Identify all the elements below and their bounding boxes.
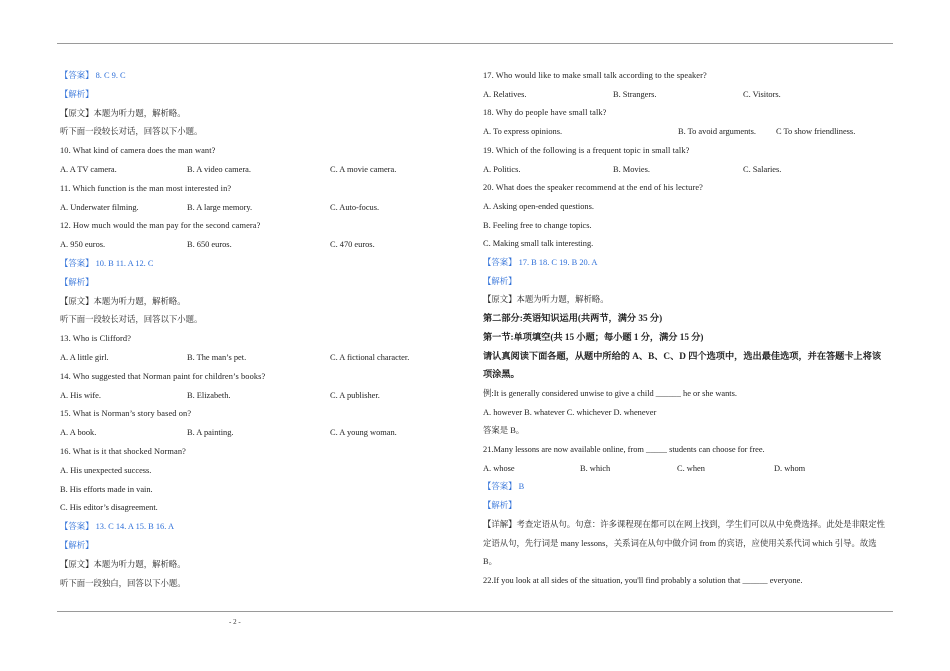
text-line: 答案是 B。 [483, 426, 525, 436]
question-line: 13. Who is Clifford? [60, 334, 132, 344]
analysis-tag: 【解析】 [60, 277, 94, 287]
option-b: B. A painting. [187, 428, 234, 438]
option-d: D. whom [774, 463, 806, 473]
text-line: C. His editor’s disagreement. [60, 503, 158, 513]
text-line: 【原文】本题为听力题，解析略。 [60, 296, 186, 306]
bottom-rule [57, 611, 893, 612]
text-line: A. His unexpected success. [60, 465, 152, 475]
question-line: 10. What kind of camera does the man want? [60, 146, 216, 156]
answer-line [60, 70, 126, 81]
page-number: - 2 - [229, 618, 241, 626]
question-line: 16. What is it that shocked Norman? [60, 447, 186, 456]
text-line: 定语从句，先行词是 many lessons，关系词在从句中做介词 from 的宾语，应使用关系代词 which 引导。故选 [483, 538, 877, 548]
option-c: C. when [677, 463, 705, 473]
text-line: C. Making small talk interesting. [483, 239, 594, 249]
analysis-tag: 【解析】 [60, 541, 94, 550]
answer-values: 17. B 18. C 19. B 20. A [516, 258, 598, 267]
question-line: 20. What does the speaker recommend at the end of his lecture? [483, 183, 703, 193]
answer-tag: 【答案】 [483, 482, 517, 492]
answer-tag: 【答案】 [483, 258, 517, 267]
question-line: 18. Why do people have small talk? [483, 108, 607, 118]
option-a: A. Underwater filming. [60, 202, 139, 212]
option-c: C To show friendliness. [776, 127, 856, 137]
option-a: A. A little girl. [60, 353, 109, 362]
analysis-tag: 【解析】 [483, 501, 517, 511]
question-line: 14. Who suggested that Norman paint for children’s books? [60, 371, 266, 381]
option-c: C. A young woman. [330, 428, 397, 438]
option-c: C. Auto-focus. [330, 202, 380, 212]
text-line: A. Asking open-ended questions. [483, 201, 594, 211]
section-heading: 第一节:单项填空(共 15 小题；每小题 1 分，满分 15 分) [483, 331, 704, 342]
text-line: 【原文】本题为听力题，解析略。 [60, 559, 186, 569]
option-a: A. A TV camera. [60, 165, 117, 174]
option-a: A. Relatives. [483, 89, 527, 99]
option-c: C. Visitors. [743, 89, 781, 99]
answer-line [483, 257, 597, 268]
answer-tag: 【答案】 [60, 522, 94, 532]
option-c: C. Salaries. [743, 164, 782, 174]
answer-line [483, 481, 524, 492]
text-line: 【原文】本题为听力题，解析略。 [60, 108, 186, 118]
text-line: B. His efforts made in vain. [60, 484, 153, 494]
text-line: 【详解】考查定语从句。句意：许多课程现在都可以在网上找到，学生们可以从中免费选择。此处是非限定性 [483, 519, 885, 529]
text-line: B. Feeling free to change topics. [483, 220, 592, 230]
option-c: C. A movie camera. [330, 165, 397, 174]
option-b: B. A video camera. [187, 165, 251, 174]
text-line: 21.Many lessons are now available online, from _____ students can choose for free. [483, 445, 765, 454]
answer-line [60, 258, 153, 269]
answer-line [60, 521, 174, 532]
option-b: B. Strangers. [613, 89, 657, 99]
option-b: B. Movies. [613, 164, 650, 174]
option-b: B. 650 euros. [187, 240, 232, 250]
option-c: C. A publisher. [330, 390, 380, 400]
option-b: B. A large memory. [187, 202, 253, 212]
question-line: 15. What is Norman’s story based on? [60, 409, 192, 419]
option-b: B. The man’s pet. [187, 353, 247, 362]
option-c: C. A fictional character. [330, 353, 410, 362]
option-c: C. 470 euros. [330, 240, 375, 250]
option-b: B. which [580, 463, 611, 473]
section-heading: 请认真阅读下面各题，从题中所给的 A、B、C、D 四个选项中，选出最佳选项，并在答题卡上将该 [483, 350, 882, 361]
text-line: 听下面一段独白，回答以下小题。 [60, 578, 186, 588]
top-rule [57, 43, 893, 44]
option-a: A. Politics. [483, 164, 521, 174]
answer-tag: 【答案】 [60, 259, 94, 268]
text-line: 例:It is generally considered unwise to give a child ______ he or she wants. [483, 388, 737, 398]
option-a: A. To express opinions. [483, 127, 563, 137]
answer-values: B [516, 482, 525, 492]
answer-values: 8. C 9. C [93, 71, 126, 80]
option-b: B. To avoid arguments. [678, 127, 756, 137]
section-heading: 项涂黑。 [483, 369, 520, 380]
text-line: 22.If you look at all sides of the situation, you'll find probably a solution that ______ everyone. [483, 575, 803, 585]
option-b: B. Elizabeth. [187, 390, 231, 400]
section-heading: 第二部分:英语知识运用(共两节，满分 35 分) [483, 313, 663, 324]
question-line: 17. Who would like to make small talk according to the speaker? [483, 71, 707, 80]
question-line: 11. Which function is the man most interested in? [60, 183, 232, 193]
text-line: 【原文】本题为听力题，解析略。 [483, 295, 609, 305]
question-line: 12. How much would the man pay for the second camera? [60, 221, 261, 231]
text-line: 听下面一段较长对话，回答以下小题。 [60, 127, 203, 137]
text-line: B。 [483, 557, 497, 567]
analysis-tag: 【解析】 [60, 89, 94, 99]
text-line: 听下面一段较长对话，回答以下小题。 [60, 315, 203, 325]
option-a: A. whose [483, 463, 515, 473]
answer-tag: 【答案】 [60, 71, 94, 80]
answer-values: 13. C 14. A 15. B 16. A [93, 522, 175, 532]
option-a: A. His wife. [60, 390, 101, 400]
option-a: A. A book. [60, 428, 97, 438]
text-line: A. however B. whatever C. whichever D. whenever [483, 407, 657, 417]
option-a: A. 950 euros. [60, 240, 106, 250]
question-line: 19. Which of the following is a frequent topic in small talk? [483, 145, 690, 155]
analysis-tag: 【解析】 [483, 276, 517, 286]
answer-values: 10. B 11. A 12. C [93, 259, 154, 268]
